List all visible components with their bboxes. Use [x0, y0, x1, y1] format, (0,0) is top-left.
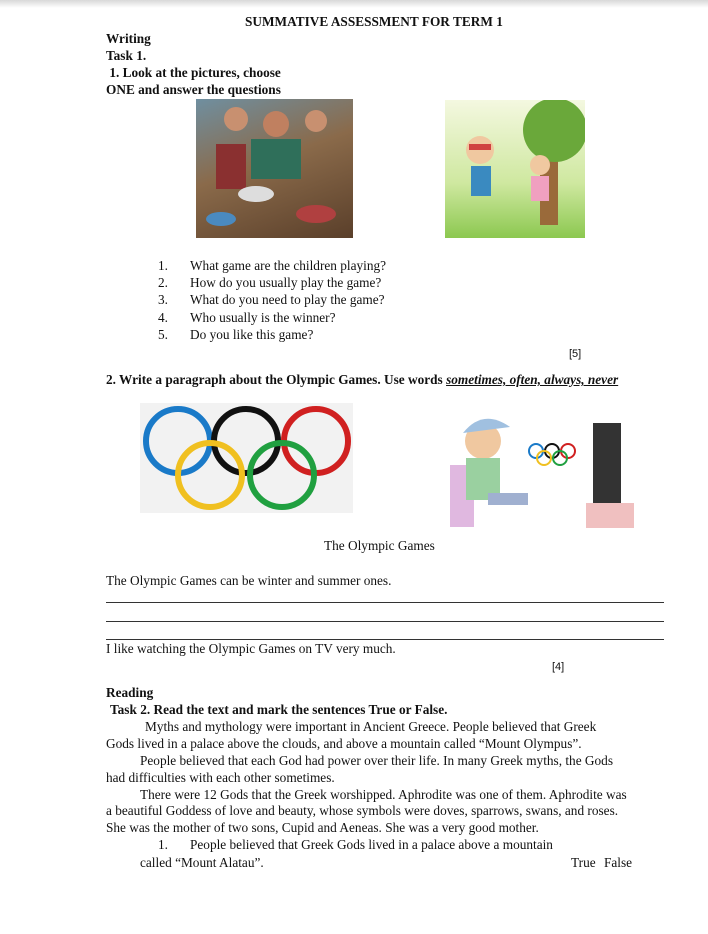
question-text: How do you usually play the game?: [190, 275, 382, 290]
score-task1: [5]: [569, 348, 582, 360]
statement-text-2: called “Mount Alatau”.: [140, 855, 264, 870]
question-number: 5.: [158, 327, 168, 342]
question-number: 3.: [158, 292, 168, 307]
paragraph-last-line: I like watching the Olympic Games on TV very much.: [106, 641, 396, 656]
olympic-caption: The Olympic Games: [324, 538, 435, 553]
question-text: What do you need to play the game?: [190, 292, 385, 307]
reading-line: She was the mother of two sons, Cupid and Aeneas. She was a very good mother.: [106, 820, 539, 835]
instruction-text: 2. Write a paragraph about the Olympic Games. Use words: [106, 372, 447, 387]
false-option[interactable]: False: [604, 855, 633, 870]
task1-instruction-2: ONE and answer the questions: [106, 82, 281, 97]
reading-line: had difficulties with each other sometimes.: [106, 770, 335, 785]
score-task1-2: [4]: [552, 661, 565, 673]
window-top-shadow: [0, 0, 708, 8]
section-writing: Writing: [106, 31, 151, 46]
question-number: 1.: [158, 258, 168, 273]
statement-number: 1.: [158, 837, 168, 852]
children-playing-picture: [196, 99, 353, 238]
question-text: Do you like this game?: [190, 327, 314, 342]
statement-text-1: People believed that Greek Gods lived in a palace above a mountain: [190, 837, 553, 852]
task1-heading: Task 1.: [106, 48, 147, 63]
reading-line: There were 12 Gods that the Greek worshipped. Aphrodite was one of them. Aphrodite was: [140, 787, 627, 802]
hide-and-seek-picture: [445, 100, 585, 238]
task1-instruction-1: 1. Look at the pictures, choose: [106, 65, 281, 80]
reading-line: a beautiful Goddess of love and beauty, whose symbols were doves, sparrows, swans, and roses.: [106, 803, 619, 818]
section-reading: Reading: [106, 685, 154, 700]
keywords: sometimes, often, always, never: [446, 372, 619, 387]
question-number: 2.: [158, 275, 168, 290]
question-text: Who usually is the winner?: [190, 310, 336, 325]
true-option[interactable]: True: [571, 855, 596, 870]
task2-heading: Task 2. Read the text and mark the sentences True or False.: [110, 702, 448, 717]
reading-line: Myths and mythology were important in Ancient Greece. People believed that Greek: [145, 719, 597, 734]
olympic-rings-picture: [140, 403, 353, 513]
writing-line: [106, 621, 664, 622]
reading-line: People believed that each God had power over their life. In many Greek myths, the Gods: [140, 753, 614, 768]
question-number: 4.: [158, 310, 168, 325]
paragraph-first-line: The Olympic Games can be winter and summer ones.: [106, 573, 392, 588]
boy-watching-tv-picture: [448, 403, 636, 530]
writing-line: [106, 602, 664, 603]
writing-line: [106, 639, 664, 640]
task1-2-instruction: [106, 372, 618, 388]
question-text: What game are the children playing?: [190, 258, 387, 273]
reading-line: Gods lived in a palace above the clouds, and above a mountain called “Mount Olympus”.: [106, 736, 582, 751]
page-title: SUMMATIVE ASSESSMENT FOR TERM 1: [245, 14, 503, 29]
